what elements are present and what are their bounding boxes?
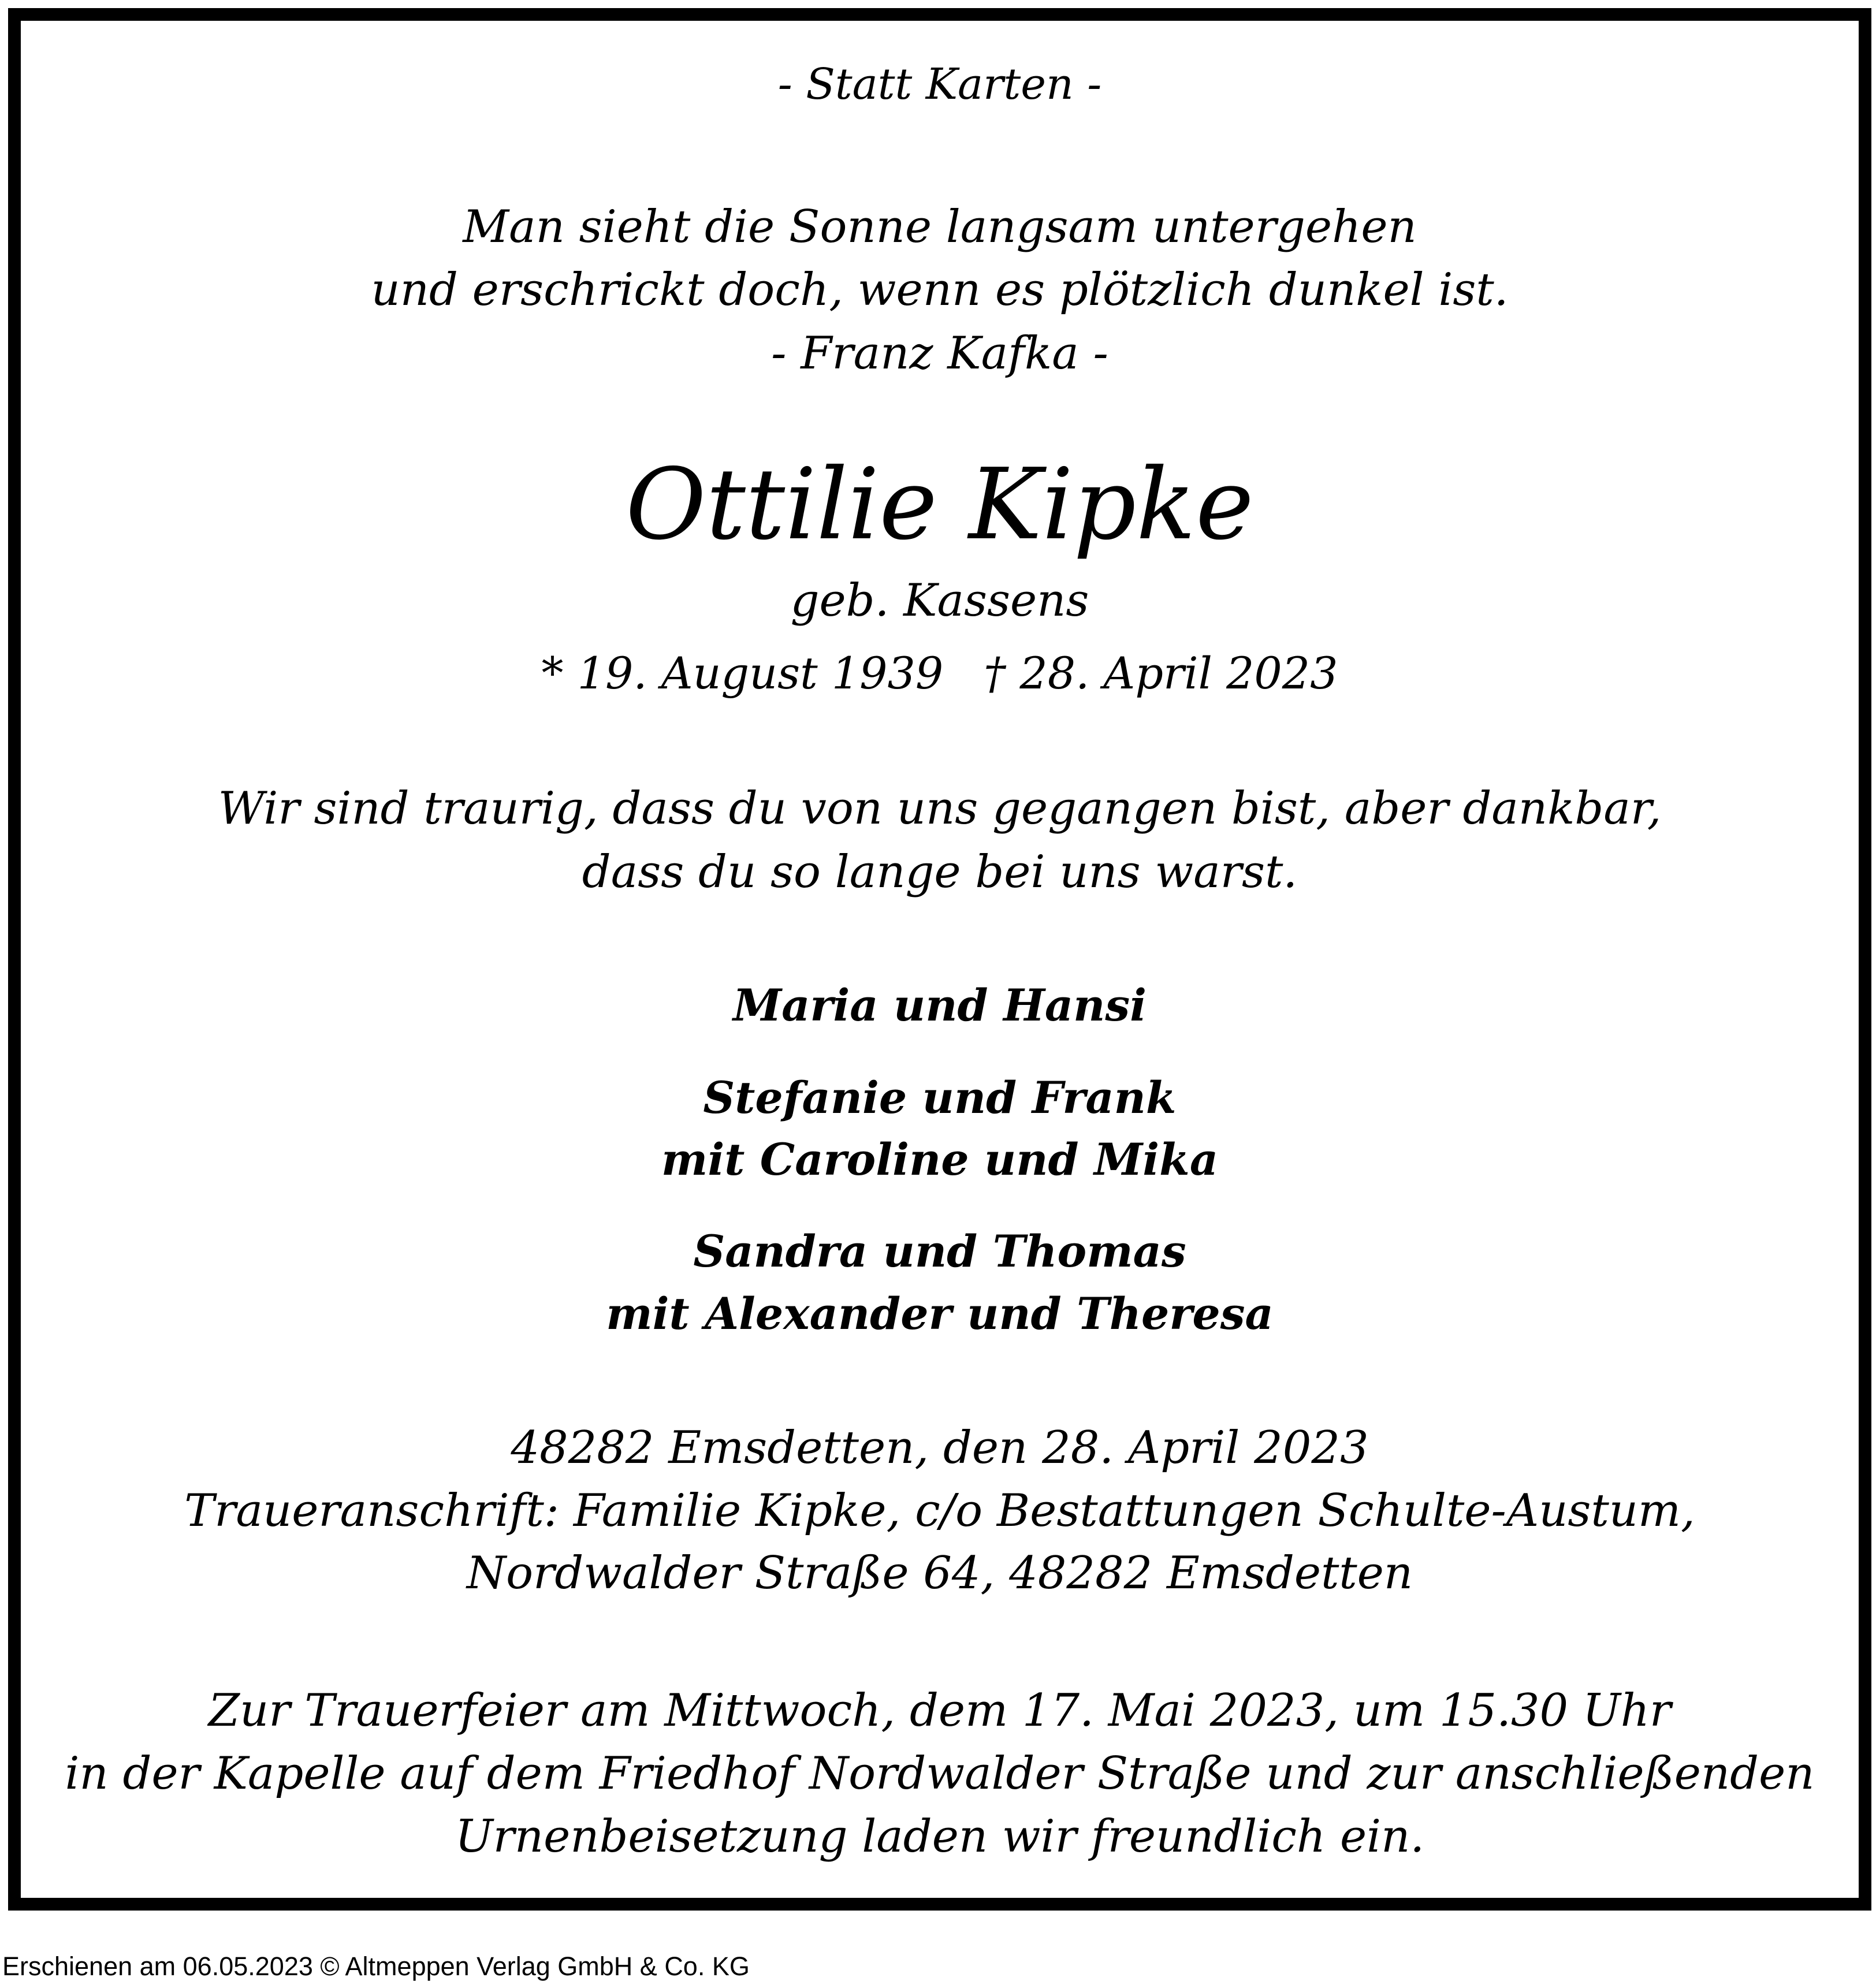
address-line-1: 48282 Emsdetten, den 28. April 2023 bbox=[511, 1422, 1369, 1474]
quote-author: - Franz Kafka - bbox=[771, 327, 1108, 379]
publication-footer: Erschienen am 06.05.2023 © Altmeppen Verlag GmbH & Co. KG bbox=[2, 1952, 750, 1981]
death-date: † 28. April 2023 bbox=[984, 647, 1338, 699]
mourner-line: Maria und Hansi bbox=[732, 980, 1147, 1031]
birth-name: geb. Kassens bbox=[790, 575, 1089, 627]
mourner-line: Stefanie und Frank bbox=[703, 1072, 1177, 1123]
message-line-2: dass du so lange bei uns warst. bbox=[582, 846, 1298, 898]
life-dates bbox=[21, 647, 1859, 699]
mourner-line: Sandra und Thomas bbox=[693, 1226, 1186, 1277]
ceremony-line-2: in der Kapelle auf dem Friedhof Nordwalder Straße und zur anschließenden bbox=[65, 1748, 1815, 1800]
ceremony-line-1: Zur Trauerfeier am Mittwoch, dem 17. Mai 2023, um 15.30 Uhr bbox=[208, 1685, 1672, 1737]
deceased-name: Ottilie Kipke bbox=[626, 448, 1254, 562]
ceremony-line-3: Urnenbeisetzung laden wir freundlich ein. bbox=[455, 1811, 1425, 1863]
address-line-3: Nordwalder Straße 64, 48282 Emsdetten bbox=[466, 1547, 1413, 1599]
quote-line-2: und erschrickt doch, wenn es plötzlich dunkel ist. bbox=[371, 264, 1509, 316]
mourner-line: mit Alexander und Theresa bbox=[606, 1288, 1274, 1339]
address-line-2: Traueranschrift: Familie Kipke, c/o Bestattungen Schulte-Austum, bbox=[184, 1485, 1695, 1537]
message-line-1: Wir sind traurig, dass du von uns gegangen bist, aber dankbar, bbox=[218, 783, 1662, 835]
header-statt-karten: - Statt Karten - bbox=[777, 59, 1102, 109]
birth-date: * 19. August 1939 bbox=[541, 647, 944, 699]
obituary-frame bbox=[8, 8, 1871, 1911]
quote-line-1: Man sieht die Sonne langsam untergehen bbox=[463, 201, 1417, 253]
mourner-line: mit Caroline und Mika bbox=[661, 1134, 1219, 1185]
